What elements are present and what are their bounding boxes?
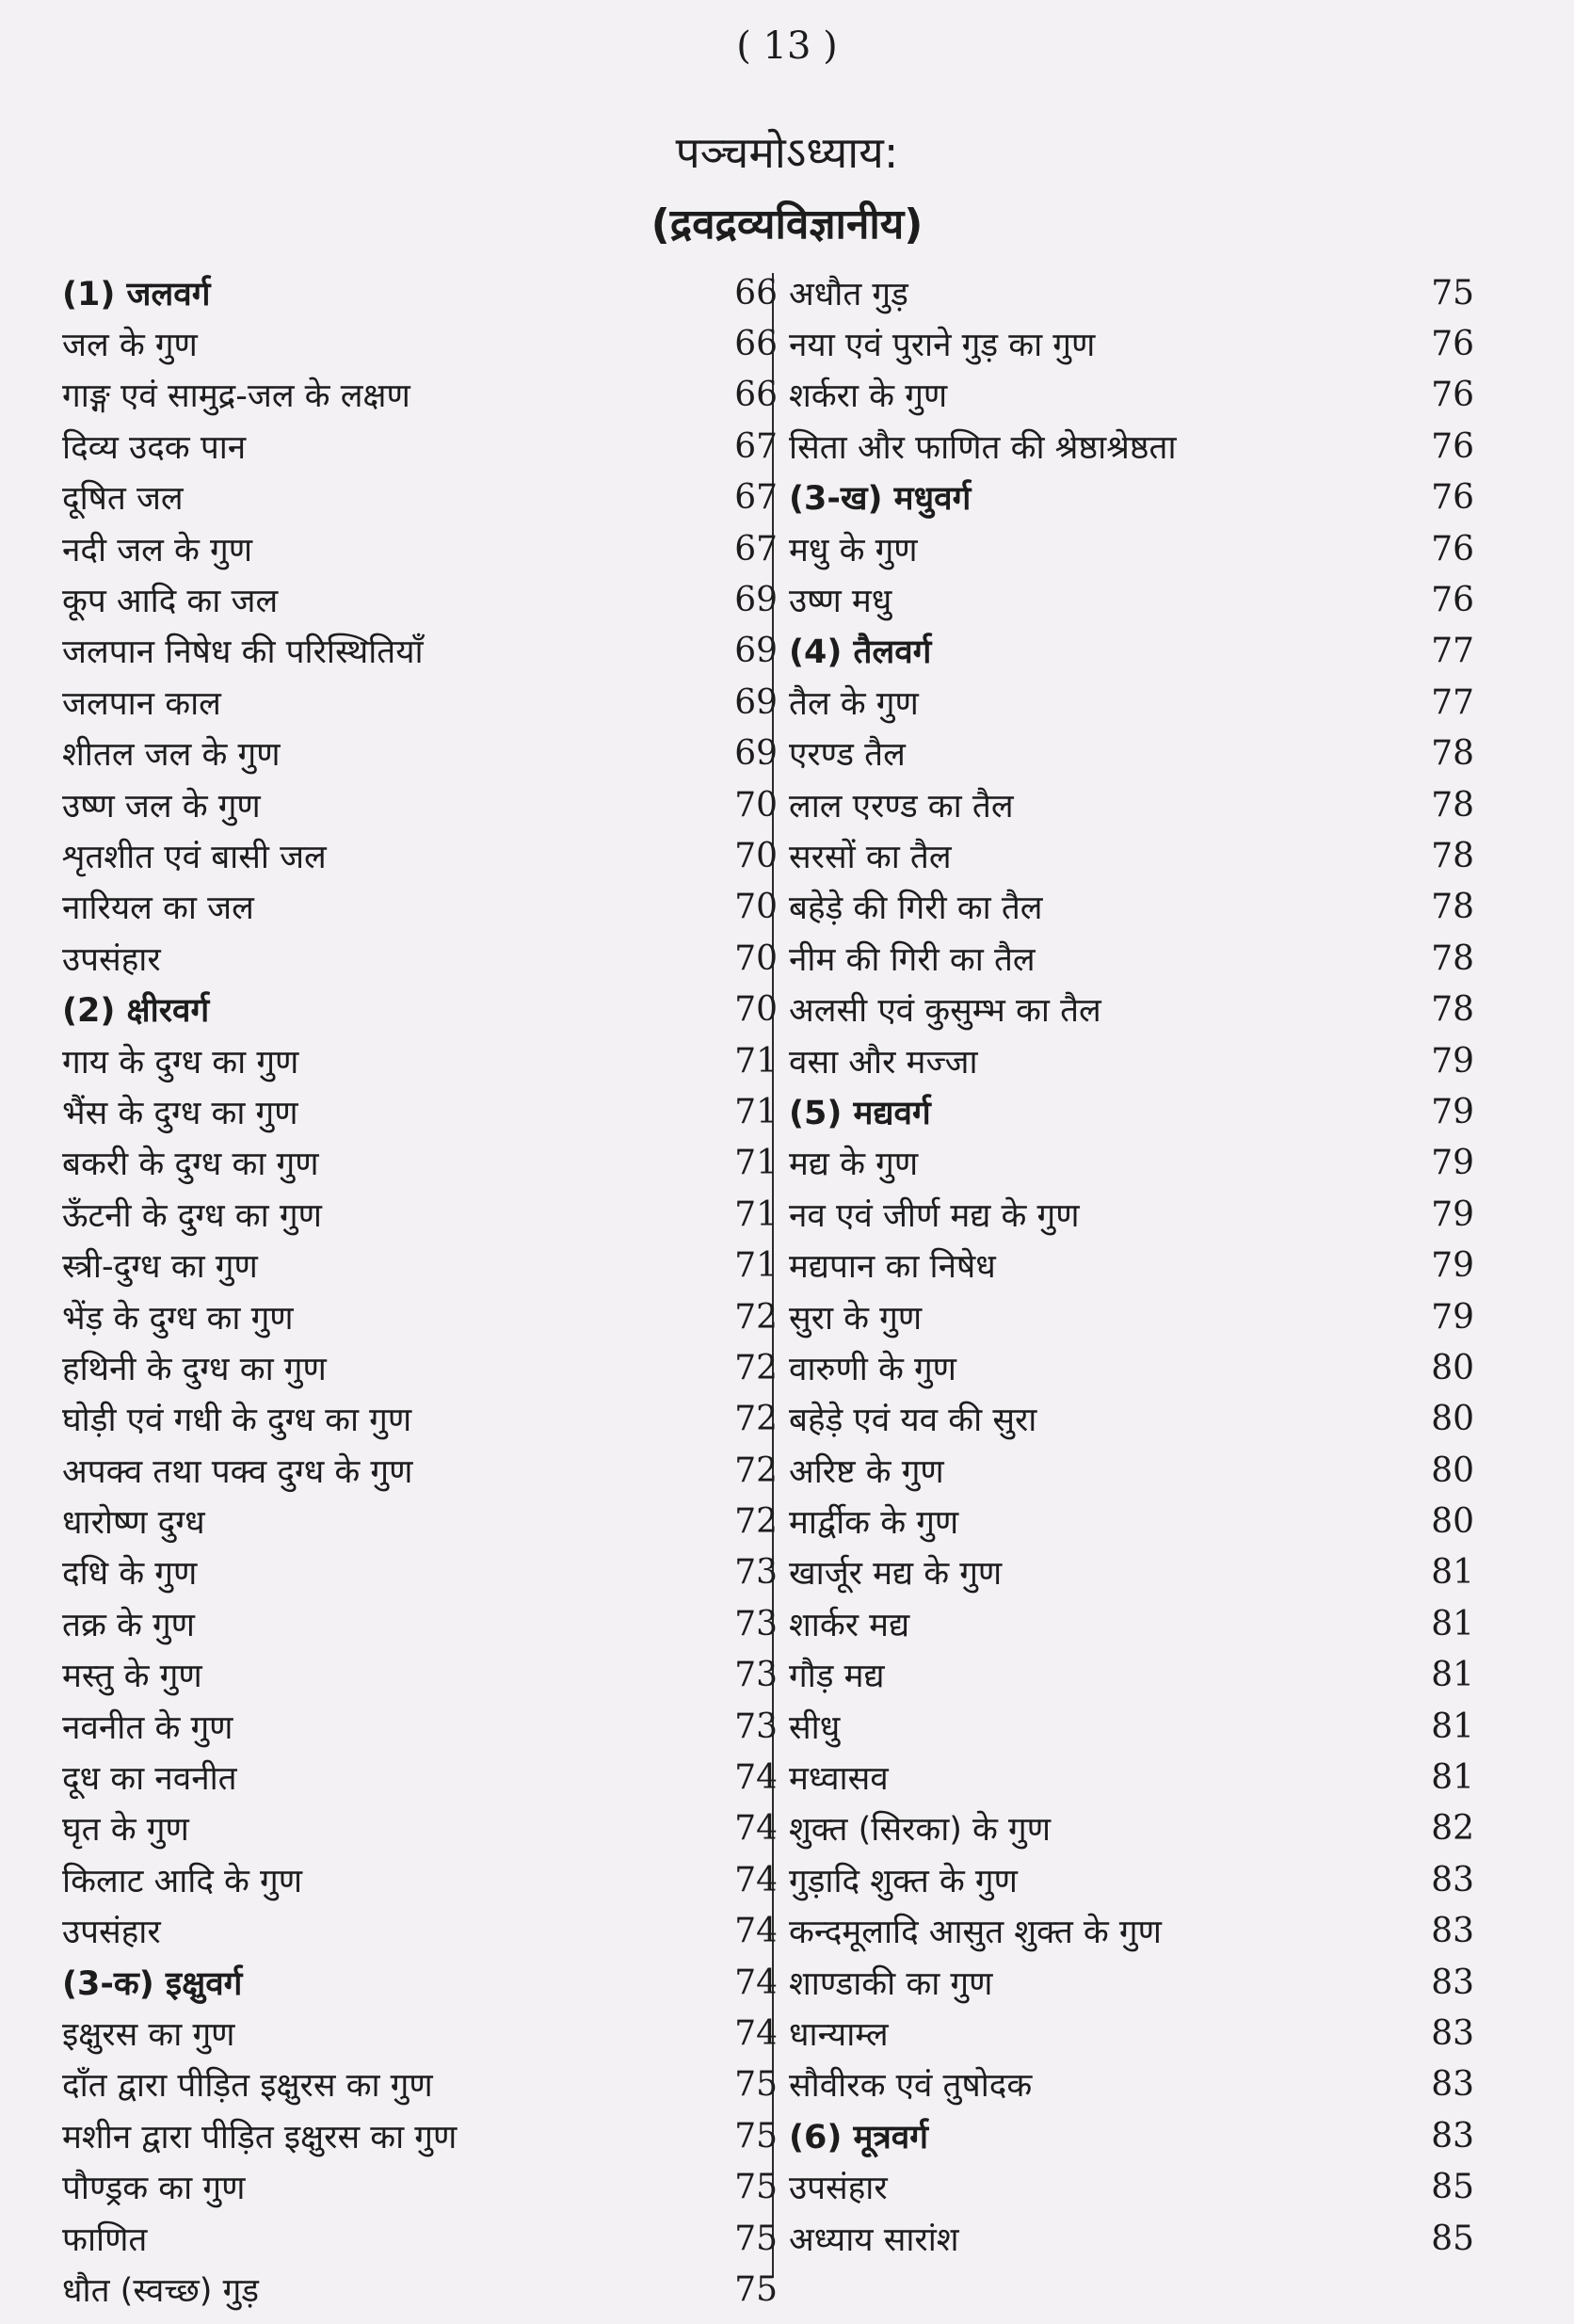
toc-entry-page: 74 — [734, 1809, 778, 1849]
toc-entry — [783, 779, 1480, 830]
toc-entry-page: 70 — [734, 938, 778, 978]
toc-entry-title: बहेड़े एवं यव की सुरा — [789, 1402, 1037, 1440]
toc-entry-page: 76 — [1431, 325, 1474, 364]
toc-entry-page: 75 — [734, 2269, 778, 2309]
toc-entry-page: 81 — [1431, 1553, 1474, 1593]
toc-entry-page: 67 — [734, 478, 778, 518]
toc-entry-page: 74 — [734, 1860, 778, 1899]
toc-entry-title: दूषित जल — [62, 480, 184, 519]
toc-entry — [783, 1240, 1480, 1290]
toc-entry-title: शर्करा के गुण — [789, 377, 948, 416]
toc-entry — [783, 1445, 1480, 1496]
toc-entry — [783, 1803, 1480, 1854]
toc-entry-page: 66 — [734, 376, 778, 415]
toc-entry-title: मशीन द्वारा पीड़ित इक्षुरस का गुण — [62, 2118, 458, 2156]
toc-entry-title: उपसंहार — [789, 2170, 888, 2208]
toc-entry — [62, 729, 778, 779]
toc-entry-title: (5) मद्यवर्ग — [789, 1094, 931, 1132]
toc-entry — [62, 2008, 778, 2059]
toc-entry-title: (3-ख) मधुवर्ग — [789, 480, 972, 519]
toc-entry-title: (3-क) इक्षुवर्ग — [62, 1964, 243, 2003]
toc-entry — [62, 1394, 778, 1445]
toc-entry-page: 75 — [734, 2168, 778, 2207]
toc-entry — [62, 1342, 778, 1393]
toc-entry — [783, 1957, 1480, 2008]
toc-entry-title: नवनीत के गुण — [62, 1708, 233, 1747]
toc-entry-page: 77 — [1431, 632, 1474, 671]
toc-entry-page: 67 — [734, 529, 778, 569]
toc-entry — [783, 267, 1480, 318]
toc-entry — [62, 1189, 778, 1240]
toc-entry — [783, 830, 1480, 881]
toc-entry-title: भेंड़ के दुग्ध का गुण — [62, 1299, 294, 1338]
toc-entry-title: सिता और फाणित की श्रेष्ठाश्रेष्ठता — [789, 428, 1177, 467]
toc-entry-page: 78 — [1431, 785, 1474, 825]
toc-entry — [783, 1598, 1480, 1649]
toc-entry-title: वसा और मज्जा — [789, 1043, 978, 1082]
toc-entry-page: 79 — [1431, 1194, 1474, 1234]
toc-entry — [62, 523, 778, 574]
toc-entry-title: लाल एरण्ड का तैल — [789, 787, 1014, 825]
toc-entry-title: जलपान काल — [62, 684, 221, 723]
toc-entry — [783, 2060, 1480, 2110]
toc-entry-title: उष्ण मधु — [789, 583, 892, 621]
toc-entry-title: (4) तैलवर्ग — [789, 633, 932, 672]
toc-entry — [783, 1138, 1480, 1189]
toc-entry-page: 75 — [734, 2219, 778, 2258]
toc-entry-title: घोड़ी एवं गधी के दुग्ध का गुण — [62, 1402, 412, 1440]
toc-entry-title: दाँत द्वारा पीड़ित इक्षुरस का गुण — [62, 2067, 433, 2106]
toc-entry-page: 78 — [1431, 938, 1474, 978]
toc-entry — [783, 729, 1480, 779]
toc-entry-page: 73 — [734, 1707, 778, 1746]
toc-entry-page: 78 — [1431, 990, 1474, 1030]
toc-entry — [783, 984, 1480, 1034]
toc-entry-title: मार्द्वीक के गुण — [789, 1504, 959, 1543]
toc-entry-title: बहेड़े की गिरी का तैल — [789, 890, 1043, 928]
toc-entry — [783, 574, 1480, 625]
toc-entry-title: ऊँटनी के दुग्ध का गुण — [62, 1196, 322, 1235]
toc-entry-page: 72 — [734, 1450, 778, 1490]
toc-entry — [783, 2213, 1480, 2264]
toc-entry-page: 72 — [734, 1348, 778, 1387]
toc-section-heading — [62, 267, 778, 318]
toc-entry — [62, 318, 778, 369]
toc-entry — [62, 1752, 778, 1803]
toc-entry-page: 74 — [734, 2013, 778, 2053]
toc-entry — [62, 1906, 778, 1957]
toc-entry — [62, 1086, 778, 1137]
toc-entry — [62, 1803, 778, 1854]
toc-entry-title: गुड़ादि शुक्त के गुण — [789, 1862, 1018, 1900]
toc-entry-page: 71 — [734, 1041, 778, 1081]
toc-entry-title: नदी जल के गुण — [62, 531, 253, 569]
toc-entry-page: 72 — [734, 1297, 778, 1337]
toc-entry-page: 85 — [1431, 2168, 1474, 2207]
toc-entry-title: शीतल जल के गुण — [62, 736, 281, 775]
toc-entry-title: जल के गुण — [62, 327, 198, 365]
toc-entry — [783, 2161, 1480, 2212]
toc-entry — [62, 779, 778, 830]
toc-entry-page: 82 — [1431, 1809, 1474, 1849]
toc-entry-page: 75 — [1431, 273, 1474, 313]
toc-entry — [62, 473, 778, 523]
toc-entry-page: 81 — [1431, 1604, 1474, 1643]
toc-entry-title: गौड़ मद्य — [789, 1658, 885, 1696]
toc-entry-title: दूध का नवनीत — [62, 1760, 237, 1799]
toc-entry-page: 79 — [1431, 1144, 1474, 1183]
toc-entry-title: सीधु — [789, 1708, 841, 1747]
toc-entry-title: किलाट आदि के गुण — [62, 1862, 303, 1900]
toc-entry-title: बकरी के दुग्ध का गुण — [62, 1146, 319, 1184]
toc-entry — [783, 933, 1480, 984]
toc-entry — [783, 523, 1480, 574]
toc-entry-page: 79 — [1431, 1297, 1474, 1337]
toc-entry-page: 70 — [734, 990, 778, 1030]
toc-entry-title: हथिनी के दुग्ध का गुण — [62, 1350, 327, 1388]
toc-entry-page: 80 — [1431, 1348, 1474, 1387]
toc-entry-page: 83 — [1431, 1912, 1474, 1951]
toc-entry-title: नारियल का जल — [62, 890, 254, 928]
toc-entry — [62, 830, 778, 881]
toc-entry-page: 76 — [1431, 478, 1474, 518]
toc-entry — [783, 1701, 1480, 1752]
toc-entry — [783, 1394, 1480, 1445]
toc-entry-page: 83 — [1431, 1860, 1474, 1899]
toc-entry-title: कूप आदि का जल — [62, 583, 279, 621]
toc-entry-title: जलपान निषेध की परिस्थितियाँ — [62, 633, 424, 672]
toc-entry-title: (1) जलवर्ग — [62, 275, 211, 313]
toc-entry — [62, 2213, 778, 2264]
toc-entry — [783, 1547, 1480, 1598]
chapter-subtitle: (द्रवद्रव्यविज्ञानीय) — [650, 200, 924, 248]
toc-entry-title: वारुणी के गुण — [789, 1350, 956, 1388]
toc-entry — [62, 370, 778, 421]
toc-section-heading — [783, 473, 1480, 523]
toc-entry-title: दधि के गुण — [62, 1555, 198, 1594]
toc-entry-title: सुरा के गुण — [789, 1299, 923, 1338]
toc-entry-title: अधौत गुड़ — [789, 275, 908, 313]
toc-entry — [62, 1547, 778, 1598]
toc-entry-page: 73 — [734, 1656, 778, 1695]
toc-entry — [783, 370, 1480, 421]
toc-entry-page: 79 — [1431, 1246, 1474, 1286]
toc-entry-page: 73 — [734, 1553, 778, 1593]
toc-entry-title: शृतशीत एवं बासी जल — [62, 838, 327, 876]
toc-entry-page: 80 — [1431, 1450, 1474, 1490]
toc-entry-title: फाणित — [62, 2220, 148, 2259]
toc-entry — [62, 1854, 778, 1905]
toc-entry-page: 70 — [734, 785, 778, 825]
toc-entry-page: 70 — [734, 888, 778, 927]
toc-entry-page: 79 — [1431, 1092, 1474, 1131]
toc-entry-title: भैंस के दुग्ध का गुण — [62, 1094, 298, 1132]
toc-entry — [62, 2110, 778, 2161]
toc-entry-page: 73 — [734, 1604, 778, 1643]
toc-entry-title: धान्याम्ल — [789, 2015, 889, 2054]
toc-entry-title: मध्वासव — [789, 1760, 889, 1799]
toc-entry-page: 72 — [734, 1502, 778, 1542]
toc-entry-page: 83 — [1431, 2116, 1474, 2156]
toc-entry — [62, 2264, 778, 2315]
toc-entry-title: शार्कर मद्य — [789, 1606, 910, 1644]
toc-entry — [62, 882, 778, 933]
toc-section-heading — [783, 1086, 1480, 1137]
toc-entry — [783, 1854, 1480, 1905]
toc-entry — [783, 318, 1480, 369]
toc-entry — [783, 1035, 1480, 1086]
toc-entry-title: पौण्ड्रक का गुण — [62, 2170, 246, 2208]
toc-entry-title: मद्य के गुण — [789, 1146, 919, 1184]
toc-entry — [62, 1701, 778, 1752]
toc-entry-title: (2) क्षीरवर्ग — [62, 992, 210, 1031]
toc-entry-title: अरिष्ट के गुण — [789, 1452, 944, 1491]
toc-entry-page: 85 — [1431, 2219, 1474, 2258]
toc-entry-page: 76 — [1431, 376, 1474, 415]
toc-entry-title: उष्ण जल के गुण — [62, 787, 261, 825]
toc-entry — [62, 2161, 778, 2212]
toc-entry-title: खार्जूर मद्य के गुण — [789, 1555, 1003, 1594]
toc-entry-page: 74 — [734, 1963, 778, 2002]
toc-entry — [783, 882, 1480, 933]
toc-entry-title: गाय के दुग्ध का गुण — [62, 1043, 299, 1082]
toc-entry-title: धारोष्ण दुग्ध — [62, 1504, 205, 1543]
toc-entry-page: 83 — [1431, 1963, 1474, 2002]
toc-entry — [783, 1650, 1480, 1701]
page-number: ( 13 ) — [736, 24, 838, 68]
toc-entry-title: स्त्री-दुग्ध का गुण — [62, 1248, 258, 1287]
toc-right-column — [783, 267, 1480, 2264]
toc-section-heading — [783, 2110, 1480, 2161]
toc-entry-title: इक्षुरस का गुण — [62, 2015, 235, 2054]
toc-entry-page: 66 — [734, 325, 778, 364]
toc-entry — [62, 1240, 778, 1290]
toc-entry-page: 81 — [1431, 1707, 1474, 1746]
toc-entry-title: उपसंहार — [62, 1914, 161, 1952]
toc-entry — [783, 1342, 1480, 1393]
toc-entry-page: 80 — [1431, 1502, 1474, 1542]
toc-entry-page: 72 — [734, 1400, 778, 1439]
toc-entry-page: 75 — [734, 2116, 778, 2156]
toc-left-column — [62, 267, 778, 2316]
toc-entry — [62, 933, 778, 984]
toc-entry — [62, 1138, 778, 1189]
toc-entry-page: 74 — [734, 1912, 778, 1951]
toc-entry-page: 77 — [1431, 682, 1474, 722]
toc-entry-page: 66 — [734, 273, 778, 313]
toc-entry-page: 69 — [734, 734, 778, 774]
toc-entry-title: तक्र के गुण — [62, 1606, 195, 1644]
toc-entry-title: कन्दमूलादि आसुत शुक्त के गुण — [789, 1914, 1162, 1952]
toc-entry-title: शाण्डाकी का गुण — [789, 1964, 993, 2003]
toc-section-heading — [783, 626, 1480, 677]
toc-entry — [62, 677, 778, 728]
toc-entry — [62, 2060, 778, 2110]
toc-entry-page: 71 — [734, 1144, 778, 1183]
toc-entry — [62, 1035, 778, 1086]
toc-entry-page: 78 — [1431, 836, 1474, 875]
toc-entry-page: 81 — [1431, 1656, 1474, 1695]
toc-entry-page: 81 — [1431, 1758, 1474, 1798]
toc-entry-page: 67 — [734, 426, 778, 466]
toc-entry-title: मद्यपान का निषेध — [789, 1248, 996, 1287]
toc-entry-title: नया एवं पुराने गुड़ का गुण — [789, 327, 1096, 365]
toc-entry-page: 79 — [1431, 1041, 1474, 1081]
toc-entry — [62, 421, 778, 472]
toc-entry-title: नव एवं जीर्ण मद्य के गुण — [789, 1196, 1080, 1235]
toc-entry-page: 80 — [1431, 1400, 1474, 1439]
toc-entry-page: 69 — [734, 632, 778, 671]
toc-entry — [783, 1752, 1480, 1803]
toc-entry — [783, 1906, 1480, 1957]
toc-entry-title: सौवीरक एवं तुषोदक — [789, 2067, 1033, 2106]
toc-entry — [62, 1291, 778, 1342]
toc-entry-title: अध्याय सारांश — [789, 2220, 959, 2259]
toc-entry-title: धौत (स्वच्छ) गुड़ — [62, 2271, 260, 2310]
toc-entry-title: शुक्त (सिरका) के गुण — [789, 1811, 1052, 1850]
toc-section-heading — [62, 1957, 778, 2008]
toc-entry-title: मधु के गुण — [789, 531, 918, 569]
toc-entry-page: 76 — [1431, 581, 1474, 620]
toc-entry-title: नीम की गिरी का तैल — [789, 940, 1036, 979]
toc-entry-title: अलसी एवं कुसुम्भ का तैल — [789, 992, 1101, 1031]
toc-entry-page: 75 — [734, 2065, 778, 2105]
chapter-title: पञ्चमोऽध्याय: — [675, 127, 899, 178]
toc-entry-page: 69 — [734, 682, 778, 722]
toc-entry-page: 71 — [734, 1246, 778, 1286]
toc-entry — [783, 1189, 1480, 1240]
toc-entry-title: गाङ्ग एवं सामुद्र-जल के लक्षण — [62, 377, 410, 416]
toc-entry-page: 76 — [1431, 426, 1474, 466]
toc-section-heading — [62, 984, 778, 1034]
toc-entry — [783, 1291, 1480, 1342]
toc-entry-page: 71 — [734, 1194, 778, 1234]
toc-entry-title: घृत के गुण — [62, 1811, 189, 1850]
toc-entry-page: 83 — [1431, 2065, 1474, 2105]
toc-entry-page: 83 — [1431, 2013, 1474, 2053]
toc-entry-page: 74 — [734, 1758, 778, 1798]
toc-entry — [783, 2008, 1480, 2059]
toc-entry-title: सरसों का तैल — [789, 838, 952, 876]
toc-entry-page: 78 — [1431, 888, 1474, 927]
toc-entry — [62, 1598, 778, 1649]
toc-entry — [62, 1650, 778, 1701]
toc-entry-page: 70 — [734, 836, 778, 875]
toc-entry-title: दिव्य उदक पान — [62, 428, 247, 467]
toc-entry-page: 71 — [734, 1092, 778, 1131]
toc-entry — [62, 1445, 778, 1496]
toc-entry — [62, 574, 778, 625]
toc-entry-title: उपसंहार — [62, 940, 161, 979]
toc-entry-title: एरण्ड तैल — [789, 736, 906, 775]
toc-entry — [62, 626, 778, 677]
toc-entry-page: 69 — [734, 581, 778, 620]
toc-entry — [62, 1496, 778, 1547]
toc-entry-page: 76 — [1431, 529, 1474, 569]
toc-entry — [783, 1496, 1480, 1547]
toc-entry-title: अपक्व तथा पक्व दुग्ध के गुण — [62, 1452, 413, 1491]
toc-entry-title: मस्तु के गुण — [62, 1658, 202, 1696]
toc-entry — [783, 677, 1480, 728]
toc-entry-title: (6) मूत्रवर्ग — [789, 2118, 928, 2156]
toc-entry-title: तैल के गुण — [789, 684, 919, 723]
toc-entry — [783, 421, 1480, 472]
toc-entry-page: 78 — [1431, 734, 1474, 774]
